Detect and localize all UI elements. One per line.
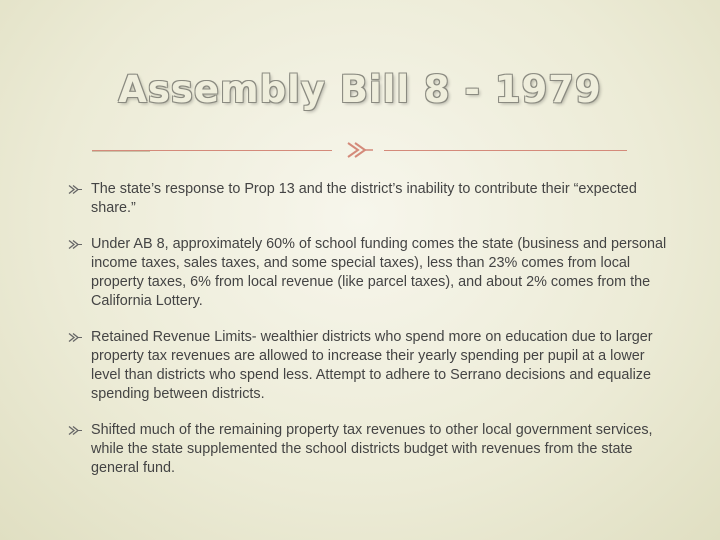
- title-rule-left: [92, 150, 332, 151]
- bullet-list: [68, 180, 668, 495]
- bullet-item: [68, 180, 668, 218]
- bullet-item: [68, 421, 668, 478]
- bullet-text: Retained Revenue Limits- wealthier districts who spend more on education due to larger property tax revenues are allowed to increase their yearly spending per pupil at a lower level than districts who spend less. Attempt to adhere to Serrano decisions and equalize spending between districts.: [91, 329, 653, 402]
- bullet-item: [68, 328, 668, 404]
- bullet-arrow-icon: [68, 184, 83, 195]
- bullet-arrow-icon: [68, 332, 83, 343]
- bullet-text: The state’s response to Prop 13 and the district’s inability to contribute their “expected share.”: [91, 181, 637, 216]
- bullet-arrow-icon: [346, 139, 374, 161]
- title-rule-accent: [92, 151, 150, 152]
- title-rule-right: [384, 150, 627, 151]
- bullet-arrow-icon: [68, 425, 83, 436]
- bullet-text: Shifted much of the remaining property tax revenues to other local government services, while the state supplemented the school districts budget with revenues from the state general fund.: [91, 422, 653, 476]
- bullet-arrow-icon: [68, 239, 83, 250]
- slide-title: Assembly Bill 8 - 1979: [118, 68, 602, 111]
- bullet-text: Under AB 8, approximately 60% of school funding comes the state (business and personal income taxes, sales taxes, and some special taxes), less than 23% comes from local property taxes, 6% from local revenue (like parcel taxes), and about 2% comes from the California Lottery.: [91, 236, 667, 309]
- bullet-item: [68, 235, 668, 311]
